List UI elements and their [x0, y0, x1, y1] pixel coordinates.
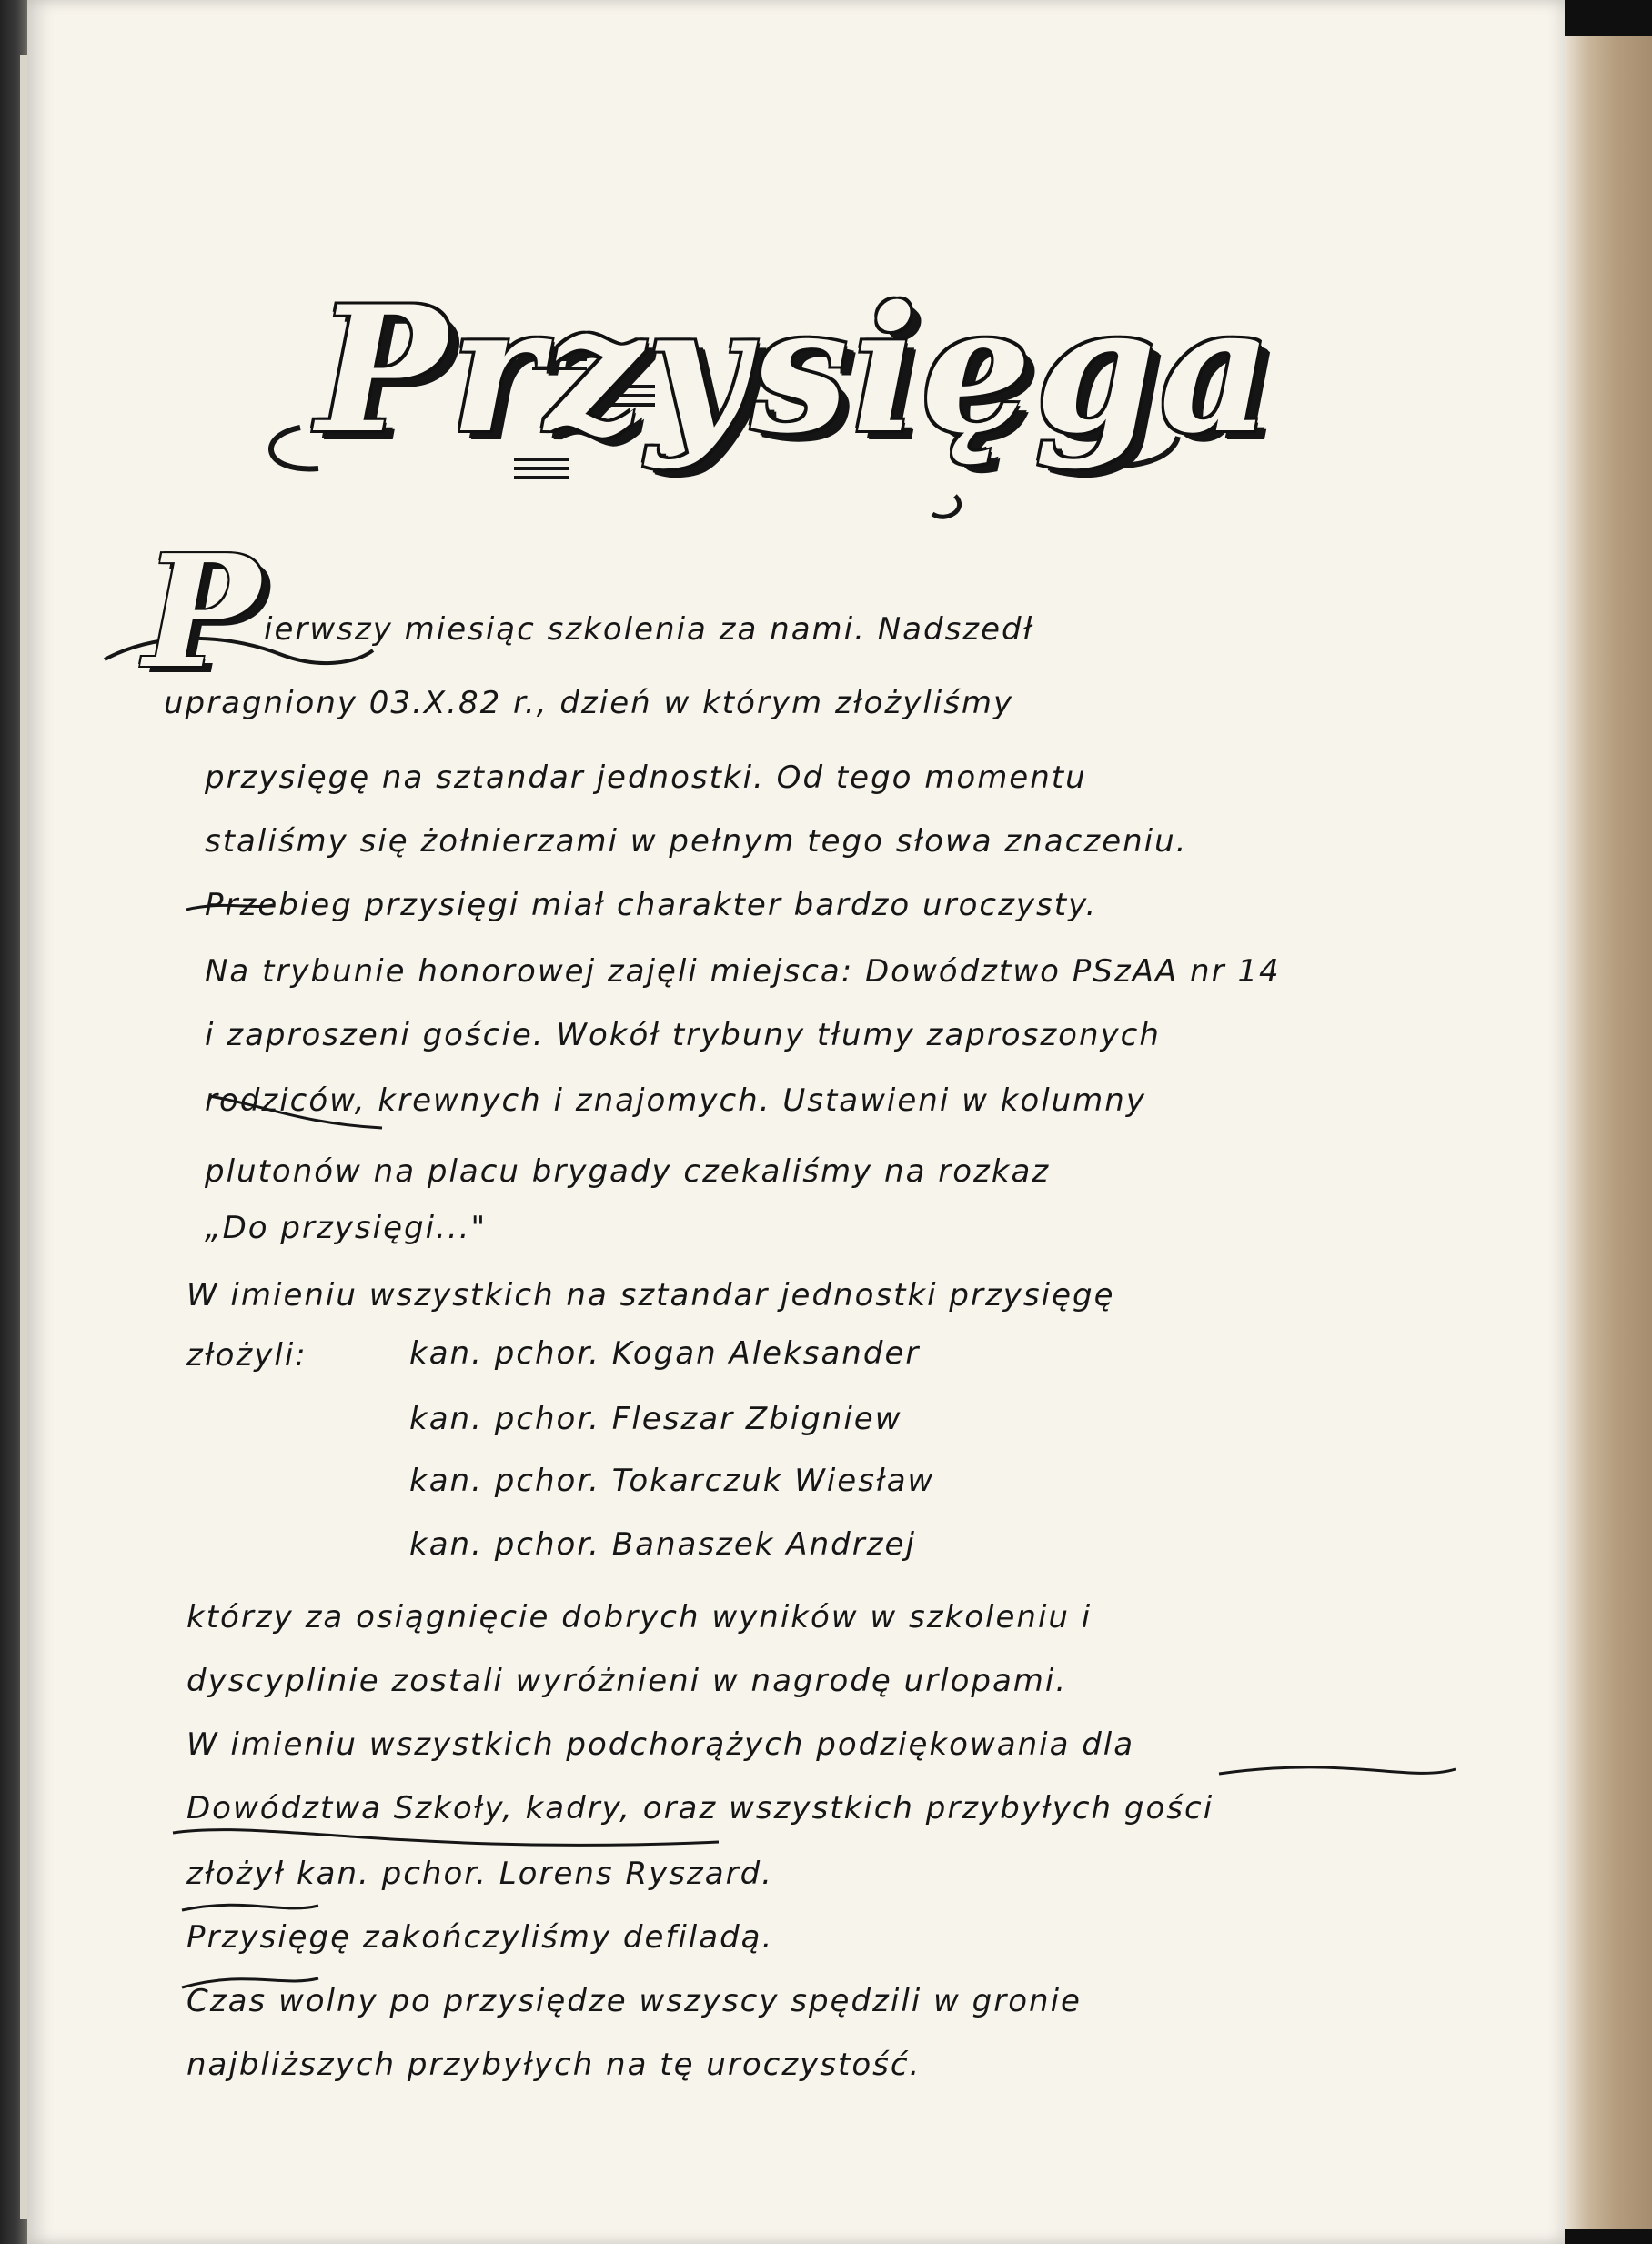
text-line: W imieniu wszystkich na sztandar jednostki przysięgę: [186, 1277, 1115, 1313]
text-line: najbliższych przybyłych na tę uroczystość.: [186, 2047, 922, 2083]
drop-cap: P: [144, 521, 260, 703]
text-line: Przebieg przysięgi miał charakter bardzo uroczysty.: [205, 887, 1098, 923]
text-line: dyscyplinie zostali wyróżnieni w nagrodę urlopami.: [186, 1663, 1068, 1699]
text-line: Przysięgę zakończyliśmy defiladą.: [186, 1919, 774, 1956]
text-line: kan. pchor. Fleszar Zbigniew: [409, 1401, 902, 1437]
text-line: ierwszy miesiąc szkolenia za nami. Nadszedł: [264, 611, 1034, 648]
text-line: kan. pchor. Banaszek Andrzej: [409, 1526, 916, 1563]
text-line: kan. pchor. Kogan Aleksander: [409, 1335, 921, 1372]
page-title: Przysięga: [317, 268, 1275, 471]
text-line: kan. pchor. Tokarczuk Wiesław: [409, 1463, 935, 1499]
calligraphy-flourishes: [27, 0, 1565, 2244]
text-line: W imieniu wszystkich podchorążych podziękowania dla: [186, 1726, 1135, 1763]
text-line: którzy za osiągnięcie dobrych wyników w szkoleniu i: [186, 1599, 1093, 1635]
text-line: rodziców, krewnych i znajomych. Ustawieni w kolumny: [205, 1082, 1146, 1119]
book-cover-edge: [1560, 36, 1652, 2229]
text-line: „Do przysięgi...": [205, 1210, 488, 1246]
text-line: Czas wolny po przysiędze wszyscy spędzili w gronie: [186, 1983, 1082, 2019]
text-line: upragniony 03.X.82 r., dzień w którym złożyliśmy: [164, 685, 1014, 721]
text-line: plutonów na placu brygady czekaliśmy na rozkaz: [205, 1153, 1051, 1190]
text-line: Na trybunie honorowej zajęli miejsca: Dowództwo PSzAA nr 14: [205, 953, 1281, 990]
text-line: przysięgę na sztandar jednostki. Od tego momentu: [205, 760, 1087, 796]
text-line: staliśmy się żołnierzami w pełnym tego słowa znaczeniu.: [205, 823, 1188, 860]
notebook-page: [27, 0, 1565, 2244]
text-line: złożyli:: [186, 1337, 307, 1374]
text-line: Dowództwa Szkoły, kadry, oraz wszystkich przybyłych gości: [186, 1790, 1214, 1826]
text-line: złożył kan. pchor. Lorens Ryszard.: [186, 1856, 773, 1892]
text-line: i zaproszeni goście. Wokół trybuny tłumy zaproszonych: [205, 1017, 1161, 1053]
